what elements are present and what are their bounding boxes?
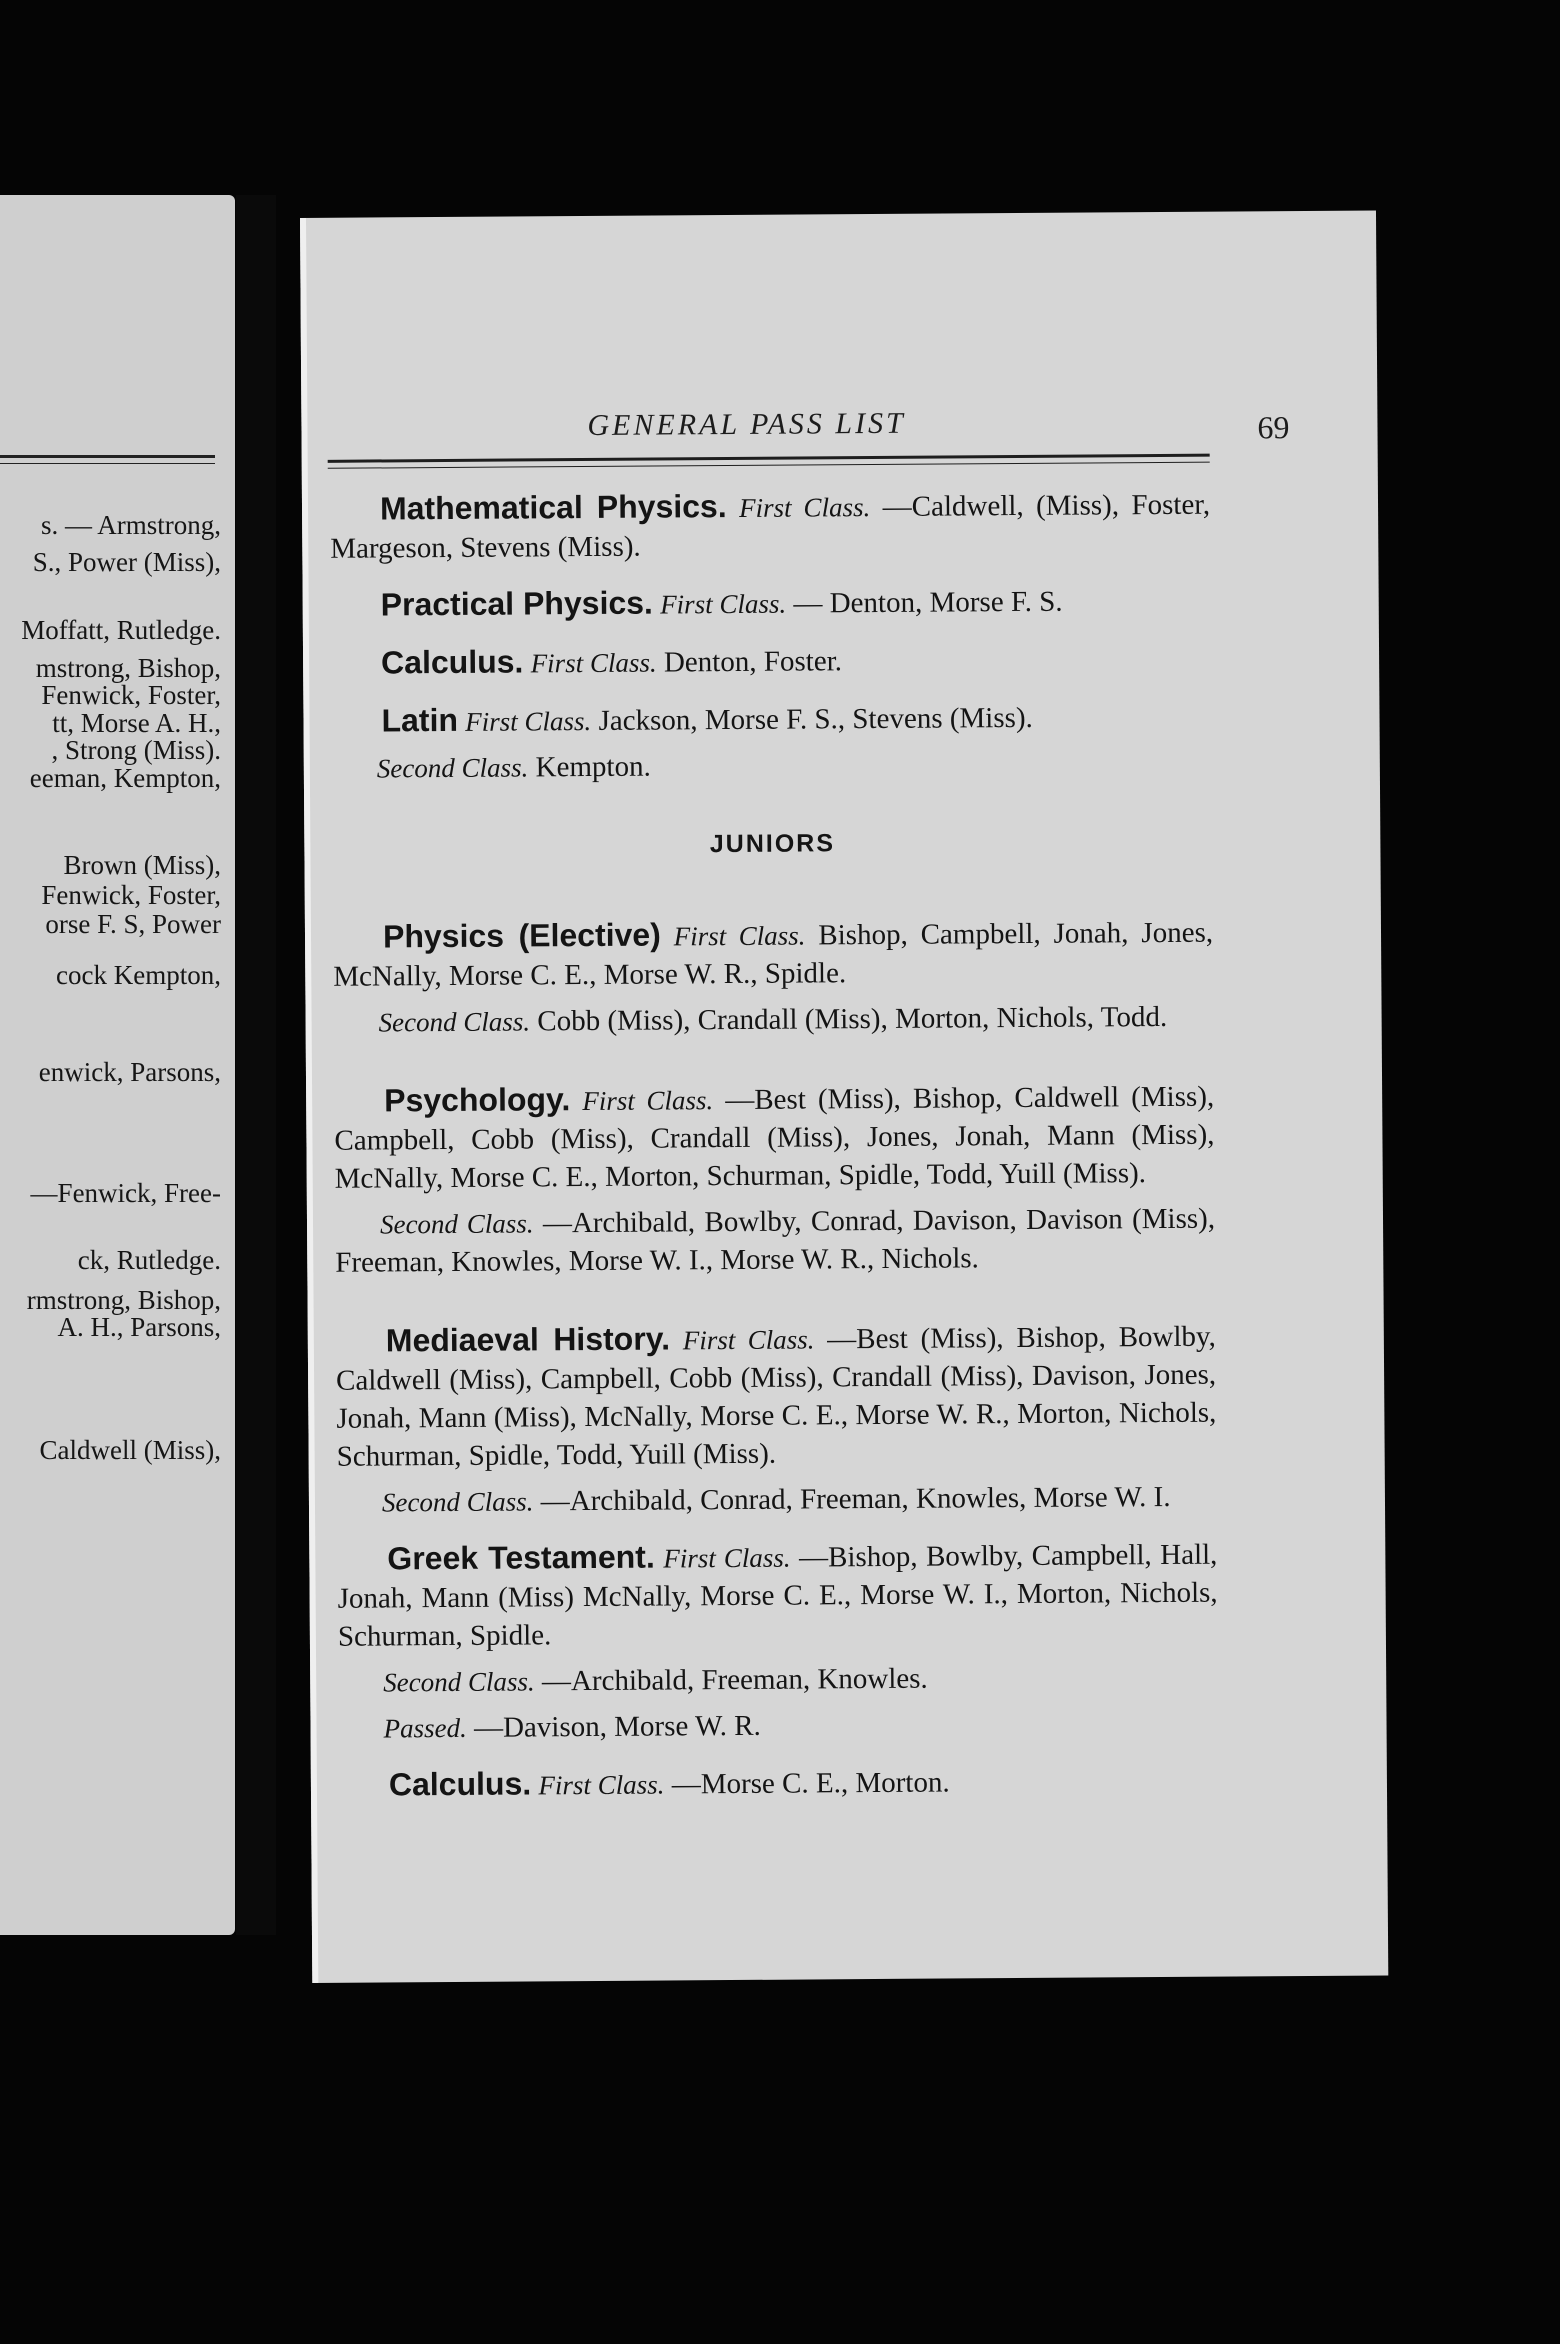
entry-calculus <box>331 638 1211 684</box>
left-page <box>0 195 235 1935</box>
class-names: Kempton. <box>535 750 651 784</box>
left-page-line: Fenwick, Foster, <box>41 680 221 710</box>
subject-title: Latin <box>381 701 459 739</box>
entry-mediaeval-history <box>336 1316 1217 1476</box>
class-label: First Class. <box>465 705 592 737</box>
left-page-line: orse F. S, Power <box>45 909 221 939</box>
left-page-line: ck, Rutledge. <box>77 1245 221 1275</box>
left-page-line: Caldwell (Miss), <box>39 1435 221 1465</box>
class-names: —Morse C. E., Morton. <box>671 1766 950 1801</box>
class-label: Passed. <box>383 1712 467 1744</box>
entry-physics-elective-second <box>333 998 1213 1042</box>
class-names: —Archibald, Bowlby, Conrad, Davison, Davison (Miss), Freeman, Knowles, Morse W. I., Morse W. R., Nichols. <box>335 1202 1216 1279</box>
class-label: First Class. <box>538 1769 665 1801</box>
class-names: Cobb (Miss), Crandall (Miss), Morton, Nichols, Todd. <box>537 1000 1168 1038</box>
pass-list <box>330 484 1219 1824</box>
class-label: Second Class. <box>378 1006 531 1038</box>
left-page-line: —Fenwick, Free- <box>30 1178 221 1208</box>
class-names: —Archibald, Freeman, Knowles. <box>541 1662 928 1698</box>
header-rule-thin <box>328 462 1210 469</box>
entry-greek-testament-passed <box>338 1704 1218 1748</box>
class-names: Bishop, Campbell, Jonah, Jones, McNally, Morse C. E., Morse W. R., Spidle. <box>333 916 1214 993</box>
class-names: Denton, Foster. <box>663 645 843 679</box>
entry-greek-testament <box>337 1534 1218 1656</box>
left-page-line: A. H., Parsons, <box>57 1312 221 1342</box>
class-label: First Class. <box>673 920 806 952</box>
left-page-line: , Strong (Miss). <box>51 735 221 765</box>
book-gutter <box>236 195 276 1935</box>
subject-title: Mediaeval History. <box>385 1320 671 1359</box>
class-label: First Class. <box>582 1085 714 1117</box>
class-label: Second Class. <box>376 752 529 784</box>
class-names: —Best (Miss), Bishop, Caldwell (Miss), Campbell, Cobb (Miss), Crandall (Miss), Jones, Jonah, Mann (Miss), McNally, Morse C. E., Morton, Schurman, Spidle, Todd, Yuill (Miss). <box>334 1080 1215 1195</box>
left-page-line: Brown (Miss), <box>63 850 221 880</box>
entry-mediaeval-history-second <box>337 1478 1217 1522</box>
class-label: First Class. <box>530 647 657 679</box>
left-page-line: S., Power (Miss), <box>32 547 221 577</box>
left-page-line: rmstrong, Bishop, <box>26 1285 221 1315</box>
left-page-line: eeman, Kempton, <box>29 763 221 793</box>
class-label: Second Class. <box>381 1486 534 1518</box>
class-names: —Archibald, Conrad, Freeman, Knowles, Morse W. I. <box>540 1480 1171 1518</box>
left-page-rule <box>0 455 215 458</box>
entry-practical-physics <box>331 580 1211 626</box>
section-heading-juniors: JUNIORS <box>709 829 836 859</box>
class-names: —Best (Miss), Bishop, Bowlby, Caldwell (Miss), Campbell, Cobb (Miss), Crandall (Miss), Davison, Jones, Jonah, Mann (Miss), McNally, Morse C. E., Morse W. R., Morton, Nichols, Schurman, Spidle, Todd, Yuill (Miss). <box>336 1320 1217 1473</box>
left-page-line: Moffatt, Rutledge. <box>21 615 221 645</box>
left-page-rule-thin <box>0 463 215 464</box>
left-page-line: mstrong, Bishop, <box>35 653 221 683</box>
left-page-line: tt, Morse A. H., <box>52 708 221 738</box>
entry-mathematical-physics <box>330 484 1211 568</box>
class-label: First Class. <box>660 588 787 620</box>
class-names: —Caldwell, (Miss), Foster, Margeson, Stevens (Miss). <box>330 488 1211 565</box>
entry-psychology <box>334 1076 1215 1198</box>
class-label: First Class. <box>663 1542 791 1574</box>
left-page-line: s. — Armstrong, <box>40 510 221 540</box>
entry-greek-testament-second <box>338 1658 1218 1702</box>
entry-junior-calculus <box>339 1760 1219 1806</box>
class-label: First Class. <box>682 1324 815 1356</box>
right-page <box>300 210 1388 1982</box>
class-names: —Davison, Morse W. R. <box>473 1709 761 1744</box>
subject-title: Practical Physics. <box>380 584 653 623</box>
class-label: Second Class. <box>383 1666 535 1698</box>
entry-physics-elective <box>333 912 1214 996</box>
entry-latin-second <box>377 744 1212 788</box>
class-names: —Bishop, Bowlby, Campbell, Hall, Jonah, Mann (Miss) McNally, Morse C. E., Morse W. I., Morton, Nichols, Schurman, Spidle. <box>337 1538 1218 1653</box>
subject-title: Calculus. <box>380 643 524 681</box>
left-page-line: Fenwick, Foster, <box>41 880 221 910</box>
subject-title: Greek Testament. <box>387 1538 655 1577</box>
subject-title: Physics (Elective) <box>382 916 661 955</box>
page-number: 69 <box>1257 409 1290 446</box>
left-page-line: cock Kempton, <box>56 960 221 990</box>
class-names: Jackson, Morse F. S., Stevens (Miss). <box>598 701 1033 737</box>
class-label: First Class. <box>738 492 871 523</box>
subject-title: Calculus. <box>388 1765 532 1803</box>
subject-title: Mathematical Physics. <box>379 488 727 527</box>
entry-latin <box>331 696 1211 742</box>
entry-psychology-second <box>335 1200 1216 1282</box>
running-head: GENERAL PASS LIST <box>587 406 906 442</box>
subject-title: Psychology. <box>384 1081 571 1119</box>
left-page-line: enwick, Parsons, <box>38 1057 221 1087</box>
header-rule <box>328 454 1210 463</box>
class-label: Second Class. <box>379 1208 534 1240</box>
class-names: — Denton, Morse F. S. <box>793 585 1063 620</box>
